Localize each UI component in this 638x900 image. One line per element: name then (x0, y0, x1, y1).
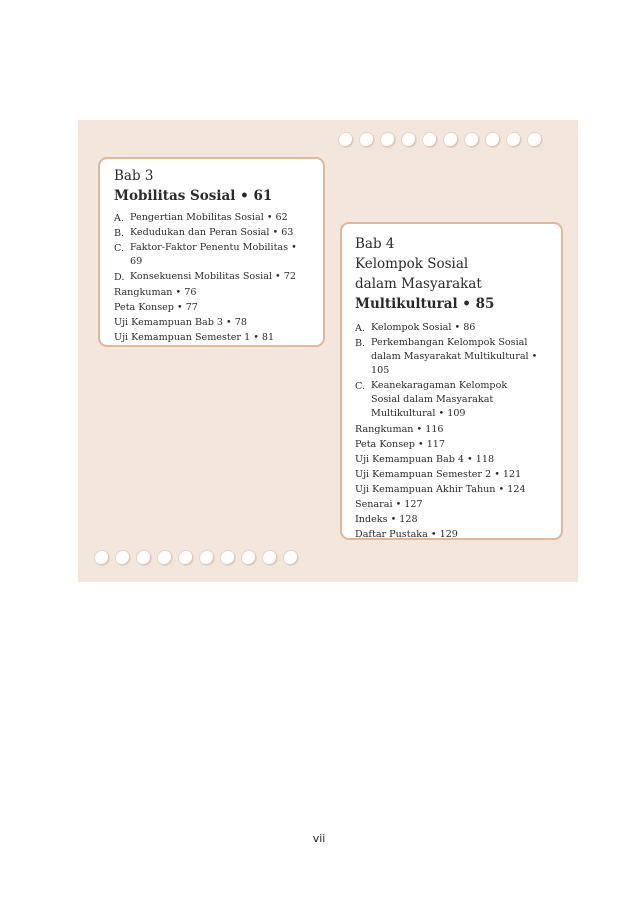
toc-entry-uji-akhir-tahun[interactable]: Uji Kemampuan Akhir Tahun • 124 (355, 484, 526, 495)
toc-entry-peta-konsep[interactable]: Peta Konsep • 77 (114, 302, 198, 313)
entry-text: Konsekuensi Mobilitas Sosial • 72 (130, 271, 296, 282)
toc-entry[interactable] (355, 379, 530, 422)
toc-entry-daftar-pustaka[interactable]: Daftar Pustaka • 129 (355, 529, 458, 540)
entry-letter: A. (355, 323, 365, 334)
entry-letter: C. (355, 381, 366, 392)
toc-entry[interactable] (355, 336, 545, 379)
chapter-3-title (114, 186, 323, 206)
entry-text: Faktor-Faktor Penentu Mobilitas • 69 (130, 242, 297, 267)
chapter-4-title-line: Kelompok Sosial (355, 256, 469, 272)
entry-letter: A. (114, 213, 124, 224)
toc-entry[interactable] (114, 226, 323, 241)
chapter-4-title-line: dalam Masyarakat (355, 276, 482, 292)
toc-entry[interactable] (355, 321, 561, 336)
decorative-dots-top (339, 133, 542, 147)
decorative-dot (486, 133, 500, 147)
toc-entry-indeks[interactable]: Indeks • 128 (355, 514, 418, 525)
decorative-dot (444, 133, 458, 147)
decorative-dot (402, 133, 416, 147)
toc-entry-peta-konsep[interactable]: Peta Konsep • 117 (355, 439, 446, 450)
toc-entry[interactable] (114, 270, 323, 285)
decorative-dot (507, 133, 521, 147)
toc-entry[interactable] (114, 241, 304, 270)
decorative-dot (465, 133, 479, 147)
entry-text: Kelompok Sosial • 86 (371, 322, 476, 333)
decorative-dot (263, 551, 277, 565)
decorative-dot (179, 551, 193, 565)
decorative-dot (221, 551, 235, 565)
toc-entry[interactable] (114, 211, 323, 226)
chapter-4-title-text: Multikultural • 85 (355, 296, 495, 312)
chapter-4-label: Bab 4 (355, 236, 395, 252)
decorative-dot (158, 551, 172, 565)
entry-letter: C. (114, 243, 125, 254)
entry-letter: B. (114, 228, 125, 239)
decorative-dot (116, 551, 130, 565)
decorative-dot (528, 133, 542, 147)
decorative-dot (137, 551, 151, 565)
chapter-3-title-text: Mobilitas Sosial • 61 (114, 188, 273, 204)
chapter-4-title-line (355, 294, 561, 314)
chapter-3-card (98, 157, 325, 347)
decorative-dots-bottom (95, 551, 298, 565)
entry-text: Pengertian Mobilitas Sosial • 62 (130, 212, 288, 223)
decorative-dot (381, 133, 395, 147)
chapter-4-card (340, 222, 563, 540)
decorative-dot (200, 551, 214, 565)
decorative-dot (95, 551, 109, 565)
toc-entry-uji-semester[interactable]: Uji Kemampuan Semester 2 • 121 (355, 469, 522, 480)
toc-entry-uji-semester[interactable]: Uji Kemampuan Semester 1 • 81 (114, 332, 275, 343)
toc-entry-rangkuman[interactable]: Rangkuman • 76 (114, 287, 197, 298)
entry-text: Keanekaragaman Kelompok Sosial dalam Masyarakat Multikultural • 109 (371, 380, 508, 419)
toc-entry-senarai[interactable]: Senarai • 127 (355, 499, 423, 510)
toc-entry-rangkuman[interactable]: Rangkuman • 116 (355, 424, 444, 435)
decorative-dot (360, 133, 374, 147)
chapter-3-heading (114, 166, 323, 206)
toc-entry-uji-bab[interactable]: Uji Kemampuan Bab 3 • 78 (114, 317, 247, 328)
toc-entry-uji-bab[interactable]: Uji Kemampuan Bab 4 • 118 (355, 454, 495, 465)
decorative-dot (423, 133, 437, 147)
entry-text: Kedudukan dan Peran Sosial • 63 (130, 227, 294, 238)
page-number: vii (312, 832, 326, 845)
decorative-dot (242, 551, 256, 565)
entry-letter: D. (114, 272, 125, 283)
entry-letter: B. (355, 338, 366, 349)
decorative-dot (339, 133, 353, 147)
chapter-4-heading (355, 234, 561, 314)
chapter-3-label: Bab 3 (114, 168, 154, 184)
entry-text: Perkembangan Kelompok Sosial dalam Masyarakat Multikultural • 105 (371, 337, 538, 376)
decorative-dot (284, 551, 298, 565)
